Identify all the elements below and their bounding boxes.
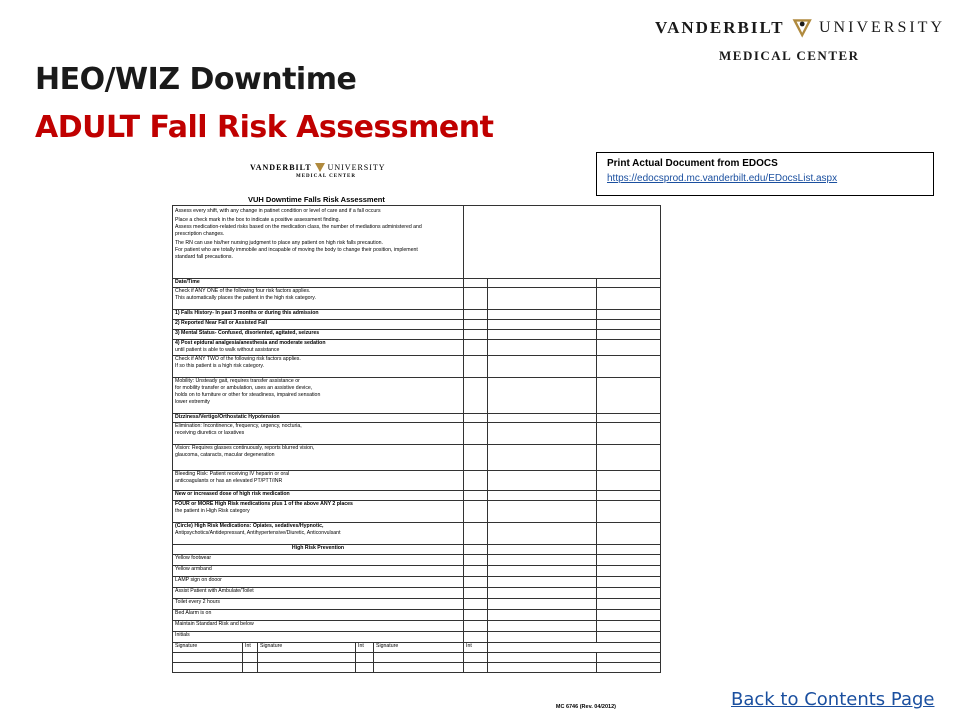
check-cell bbox=[488, 423, 597, 445]
check-cell bbox=[597, 288, 661, 310]
row-label-line: Dizziness/Vertigo/Orthostatic Hypotension bbox=[175, 414, 280, 420]
check-cell bbox=[597, 491, 661, 501]
check-cell bbox=[597, 471, 661, 491]
check-cell bbox=[464, 599, 488, 610]
edocs-link[interactable]: https://edocsprod.mc.vanderbilt.edu/EDocsList.aspx bbox=[607, 173, 838, 184]
check-cell bbox=[488, 471, 597, 491]
row-label bbox=[173, 414, 464, 423]
assessment-table bbox=[172, 205, 661, 673]
check-cell bbox=[488, 378, 597, 414]
instructions-cell bbox=[173, 206, 464, 279]
table-row bbox=[173, 523, 661, 545]
table-row bbox=[173, 423, 661, 445]
row-label bbox=[173, 378, 464, 414]
check-cell bbox=[597, 310, 661, 320]
check-cell bbox=[464, 356, 488, 378]
form-logo bbox=[250, 162, 386, 172]
check-cell bbox=[464, 310, 488, 320]
table-row bbox=[173, 445, 661, 471]
check-cell bbox=[488, 491, 597, 501]
table-row bbox=[173, 414, 661, 423]
table-row bbox=[173, 330, 661, 340]
table-row bbox=[173, 555, 661, 566]
signature-cell bbox=[173, 663, 243, 673]
check-cell bbox=[597, 356, 661, 378]
check-cell bbox=[488, 340, 597, 356]
row-label bbox=[173, 310, 464, 320]
row-label-line: Bed Alarm is on bbox=[175, 610, 212, 616]
row-label bbox=[173, 599, 464, 610]
check-cell bbox=[488, 588, 597, 599]
check-cell bbox=[597, 445, 661, 471]
row-label bbox=[173, 491, 464, 501]
back-to-contents-link[interactable]: Back to Contents Page bbox=[731, 689, 935, 710]
row-label-line: 1) Falls History- In past 3 months or during this admission bbox=[175, 310, 319, 316]
check-cell bbox=[488, 330, 597, 340]
row-label-line: 3) Mental Status- Confused, disoriented, agitated, seizures bbox=[175, 330, 320, 336]
check-cell bbox=[488, 545, 597, 555]
row-label-line: lower extremity bbox=[175, 399, 210, 405]
signature-cell bbox=[488, 663, 597, 673]
check-cell bbox=[597, 423, 661, 445]
row-label-line: FOUR or MORE High Risk medications plus 1 of the above ANY 2 places bbox=[175, 501, 353, 507]
check-cell bbox=[488, 445, 597, 471]
row-label-line: holds on to furniture or other for steadiness, impaired sensation bbox=[175, 392, 321, 398]
row-label-line: glaucoma, cataracts, macular degeneration bbox=[175, 452, 275, 458]
signature-cell bbox=[173, 653, 243, 663]
logo-word-vanderbilt: VANDERBILT bbox=[655, 18, 785, 37]
check-cell bbox=[597, 610, 661, 621]
row-label-line: Toilet every 2 hours bbox=[175, 599, 220, 605]
table-row bbox=[173, 320, 661, 330]
check-cell bbox=[488, 599, 597, 610]
row-label bbox=[173, 288, 464, 310]
form-logo-vanderbilt: VANDERBILT bbox=[250, 162, 312, 172]
row-label-line: 2) Reported Near Fall or Assisted Fall bbox=[175, 320, 268, 326]
check-cell bbox=[597, 414, 661, 423]
form-number: MC 6746 (Rev. 04/2012) bbox=[555, 704, 616, 710]
initials-label: Int bbox=[243, 643, 258, 653]
row-label-line: High Risk Prevention bbox=[291, 545, 345, 551]
check-cell bbox=[464, 471, 488, 491]
row-label-line: LAMP sign on dooor bbox=[175, 577, 222, 583]
table-row bbox=[173, 491, 661, 501]
instruction-line: standard fall precautions. bbox=[175, 254, 233, 260]
check-cell bbox=[597, 330, 661, 340]
check-cell bbox=[464, 279, 488, 288]
row-label-line: Mobility: Unsteady gait, requires transfer assistance or bbox=[175, 378, 300, 384]
row-label-line: Bleeding Risk: Patient receiving IV heparin or oral bbox=[175, 471, 290, 477]
check-cell bbox=[488, 501, 597, 523]
check-cell bbox=[464, 491, 488, 501]
signature-cell bbox=[258, 653, 356, 663]
check-cell bbox=[488, 610, 597, 621]
form-v-oak-icon bbox=[315, 162, 325, 172]
check-cell bbox=[464, 588, 488, 599]
check-cell bbox=[597, 501, 661, 523]
section-header-row bbox=[173, 545, 661, 555]
signature-cell bbox=[258, 663, 356, 673]
row-label-line: Maintain Standard Risk and below bbox=[175, 621, 254, 627]
blank-cell bbox=[488, 643, 661, 653]
signature-cell bbox=[464, 653, 488, 663]
signature-cell bbox=[488, 653, 597, 663]
check-cell bbox=[464, 523, 488, 545]
check-cell bbox=[488, 621, 597, 632]
signature-cell bbox=[374, 653, 464, 663]
check-cell bbox=[464, 632, 488, 643]
row-label-line: Yellow armband bbox=[175, 566, 212, 572]
check-cell bbox=[597, 320, 661, 330]
row-label-line: Vision: Requires glasses continuously, reports blurred vision, bbox=[175, 445, 315, 451]
check-cell bbox=[464, 340, 488, 356]
signature-blank-row bbox=[173, 663, 661, 673]
row-label bbox=[173, 279, 464, 288]
table-row bbox=[173, 310, 661, 320]
row-label-line: receiving diuretics or laxatives bbox=[175, 430, 245, 436]
table-row bbox=[173, 610, 661, 621]
falls-risk-form bbox=[168, 160, 660, 708]
row-label bbox=[173, 471, 464, 491]
check-cell bbox=[464, 501, 488, 523]
check-cell bbox=[597, 555, 661, 566]
check-cell bbox=[597, 340, 661, 356]
check-cell bbox=[464, 378, 488, 414]
initials-label: Int bbox=[464, 643, 488, 653]
form-logo-subtitle: MEDICAL CENTER bbox=[296, 174, 356, 179]
signature-cell bbox=[243, 663, 258, 673]
row-label bbox=[173, 356, 464, 378]
row-label-line: 4) Post epidural analgesia/anesthesia and moderate sedation bbox=[175, 340, 326, 346]
instruction-line: Assess medication-related risks based on the medication class, the number of mediations administered and bbox=[175, 224, 422, 230]
check-cell bbox=[464, 320, 488, 330]
row-label-line: Initials bbox=[175, 632, 190, 638]
check-cell bbox=[488, 320, 597, 330]
check-cell bbox=[488, 279, 597, 288]
table-row bbox=[173, 288, 661, 310]
check-cell bbox=[597, 378, 661, 414]
check-cell bbox=[597, 632, 661, 643]
intro-row bbox=[173, 206, 661, 279]
instruction-line: For patient who are totally immobile and incapable of moving the body to change their position, implement bbox=[175, 247, 418, 253]
check-cell bbox=[597, 588, 661, 599]
page-title: HEO/WIZ Downtime bbox=[35, 62, 357, 97]
row-label-line: Yellow footwear bbox=[175, 555, 212, 561]
row-label-line: New or increased dose of high risk medication bbox=[175, 491, 290, 497]
check-cell bbox=[464, 288, 488, 310]
row-label-line: Check if ANY ONE of the following four risk factors applies. bbox=[175, 288, 311, 294]
signature-cell bbox=[356, 653, 374, 663]
check-cell bbox=[464, 621, 488, 632]
check-cell bbox=[464, 555, 488, 566]
check-cell bbox=[488, 310, 597, 320]
signature-cell bbox=[597, 663, 661, 673]
check-cell bbox=[597, 545, 661, 555]
row-label-line: Assist Patient with Ambulate/Toilet bbox=[175, 588, 254, 594]
signature-label: Signature bbox=[173, 643, 243, 653]
row-label bbox=[173, 566, 464, 577]
check-cell bbox=[464, 577, 488, 588]
row-label bbox=[173, 340, 464, 356]
check-cell bbox=[464, 445, 488, 471]
table-row bbox=[173, 378, 661, 414]
table-row bbox=[173, 279, 661, 288]
instruction-line: Place a check mark in the box to indicate a positive assessment finding. bbox=[175, 217, 340, 223]
row-label-line: until patient is able to walk without assistance bbox=[175, 347, 280, 353]
callout-title: Print Actual Document from EDOCS bbox=[607, 158, 778, 169]
row-label bbox=[173, 523, 464, 545]
table-row bbox=[173, 340, 661, 356]
vanderbilt-v-oak-icon bbox=[791, 14, 813, 42]
table-row bbox=[173, 577, 661, 588]
row-label-line: the patient in High Risk category bbox=[175, 508, 250, 514]
signature-cell bbox=[243, 653, 258, 663]
signature-label: Signature bbox=[374, 643, 464, 653]
instruction-line: The RN can use his/her nursing judgment to place any patient on high risk falls precaution. bbox=[175, 240, 383, 246]
row-label-line: anticoagulants or has an elevated PT/PTT/INR bbox=[175, 478, 283, 484]
instruction-line: prescription changes. bbox=[175, 231, 225, 237]
signature-row bbox=[173, 643, 661, 653]
check-cell bbox=[488, 555, 597, 566]
row-label-line: (Circle) High Risk Medications: Opiates, sedatives/Hypnotic, bbox=[175, 523, 324, 529]
row-label bbox=[173, 330, 464, 340]
check-cell bbox=[464, 610, 488, 621]
row-label-line: Date/Time bbox=[175, 279, 200, 285]
check-cell bbox=[597, 279, 661, 288]
row-label-line: Elimination: Incontinence, frequency, urgency, nocturia, bbox=[175, 423, 302, 429]
row-label bbox=[173, 632, 464, 643]
row-label-line: If so this patient is a high risk category. bbox=[175, 363, 264, 369]
table-row bbox=[173, 632, 661, 643]
check-cell bbox=[488, 356, 597, 378]
vumc-logo bbox=[655, 12, 945, 72]
row-label bbox=[173, 423, 464, 445]
check-cell bbox=[464, 566, 488, 577]
signature-label: Signature bbox=[258, 643, 356, 653]
row-label bbox=[173, 555, 464, 566]
row-label bbox=[173, 588, 464, 599]
check-cell bbox=[597, 523, 661, 545]
signature-cell bbox=[597, 653, 661, 663]
signature-cell bbox=[464, 663, 488, 673]
check-cell bbox=[464, 545, 488, 555]
check-cell bbox=[488, 414, 597, 423]
table-row bbox=[173, 566, 661, 577]
signature-blank-row bbox=[173, 653, 661, 663]
check-cell bbox=[464, 423, 488, 445]
check-cell bbox=[464, 414, 488, 423]
check-cell bbox=[597, 577, 661, 588]
table-row bbox=[173, 471, 661, 491]
check-cell bbox=[488, 566, 597, 577]
row-label bbox=[173, 501, 464, 523]
table-row bbox=[173, 588, 661, 599]
row-label bbox=[173, 320, 464, 330]
check-cell bbox=[488, 523, 597, 545]
logo-word-university: UNIVERSITY bbox=[819, 19, 945, 36]
row-label bbox=[173, 621, 464, 632]
check-cell bbox=[464, 330, 488, 340]
check-cell bbox=[488, 632, 597, 643]
blank-cell bbox=[464, 206, 661, 279]
row-label-line: This automatically places the patient in the high risk category. bbox=[175, 295, 316, 301]
signature-cell bbox=[374, 663, 464, 673]
section-header bbox=[173, 545, 464, 555]
row-label-line: for mobility transfer or ambulation, uses an assistive device, bbox=[175, 385, 313, 391]
row-label bbox=[173, 445, 464, 471]
row-label-line: Check if ANY TWO of the following risk factors applies. bbox=[175, 356, 301, 362]
row-label bbox=[173, 610, 464, 621]
initials-label: Int bbox=[356, 643, 374, 653]
table-row bbox=[173, 501, 661, 523]
table-row bbox=[173, 599, 661, 610]
signature-cell bbox=[356, 663, 374, 673]
instruction-line: Assess every shift, with any change in patinet condition or level of care and if a fall occurs bbox=[175, 208, 381, 214]
table-row bbox=[173, 621, 661, 632]
form-logo-university: UNIVERSITY bbox=[327, 162, 386, 172]
check-cell bbox=[597, 599, 661, 610]
row-label bbox=[173, 577, 464, 588]
logo-subtitle: MEDICAL CENTER bbox=[719, 48, 860, 63]
row-label-line: Antipsychotics/Antidepressant, Antihypertensive/Diuretic, Anticonvulsant bbox=[175, 530, 341, 536]
page-subtitle: ADULT Fall Risk Assessment bbox=[35, 110, 494, 145]
check-cell bbox=[597, 621, 661, 632]
form-title: VUH Downtime Falls Risk Assessment bbox=[248, 195, 385, 204]
check-cell bbox=[488, 577, 597, 588]
table-row bbox=[173, 356, 661, 378]
check-cell bbox=[597, 566, 661, 577]
check-cell bbox=[488, 288, 597, 310]
